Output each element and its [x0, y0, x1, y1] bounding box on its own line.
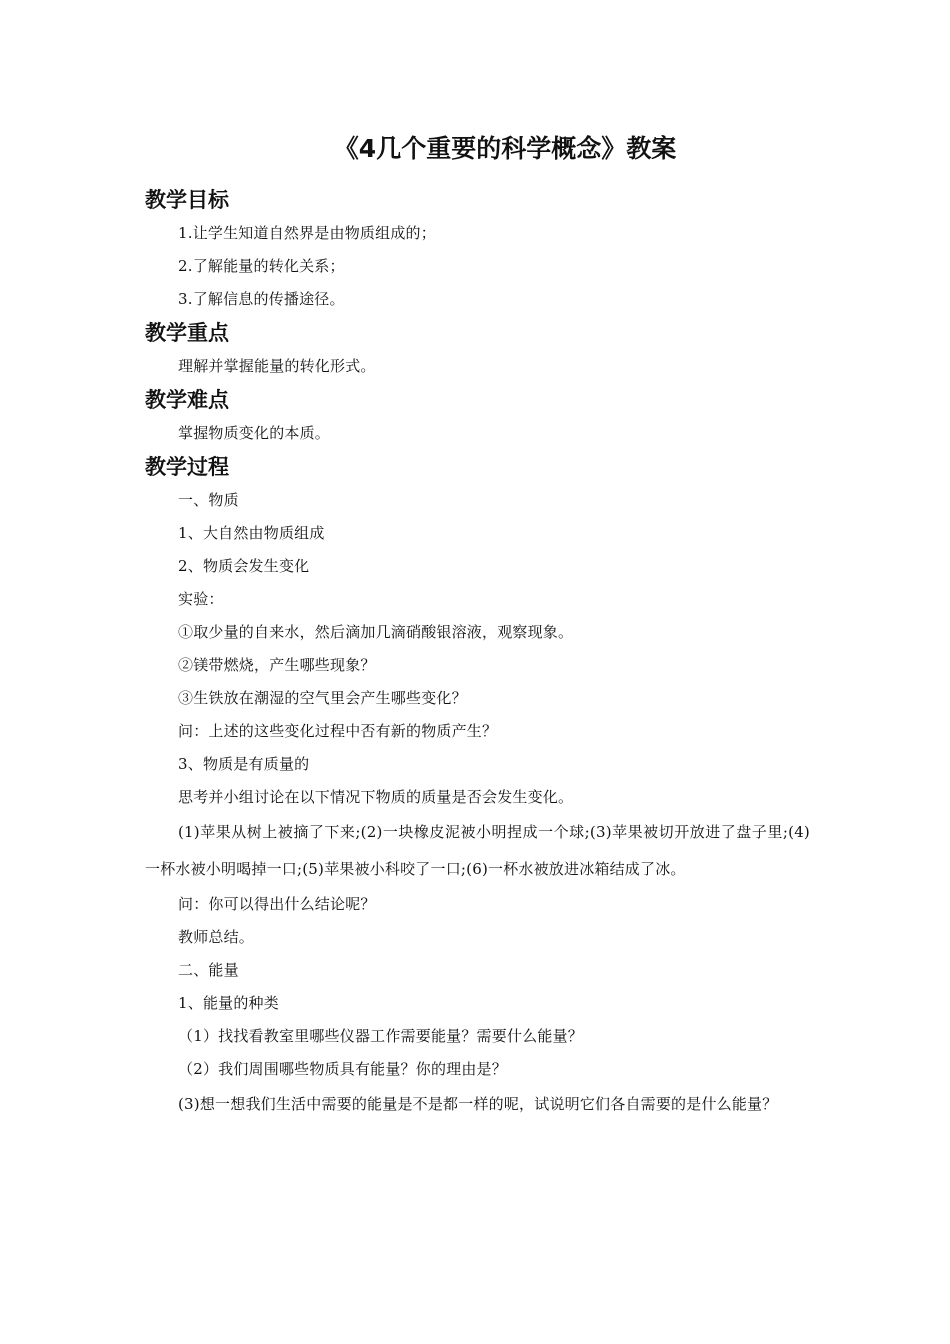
- process-line-16: （1）找找看教室里哪些仪器工作需要能量？需要什么能量？: [178, 1027, 583, 1045]
- process-line-18: (3)想一想我们生活中需要的能量是不是都一样的呢，试说明它们各自需要的是什么能量？: [178, 1095, 778, 1113]
- heading-key-points: 教学重点: [145, 321, 229, 345]
- process-line-3: 2、物质会发生变化: [178, 557, 310, 575]
- process-line-6: ②镁带燃烧，产生哪些现象？: [178, 656, 376, 674]
- objective-item-1: 1.让学生知道自然界是由物质组成的；: [178, 224, 436, 242]
- process-line-12: 问：你可以得出什么结论呢？: [178, 895, 376, 913]
- process-line-5: ①取少量的自来水，然后滴加几滴硝酸银溶液，观察现象。: [178, 623, 574, 641]
- heading-difficulties: 教学难点: [145, 388, 229, 412]
- process-line-7: ③生铁放在潮湿的空气里会产生哪些变化？: [178, 689, 467, 707]
- process-line-11: (1)苹果从树上被摘了下来;(2)一块橡皮泥被小明捏成一个球;(3)苹果被切开放进了盘子里;(4)一杯水被小明喝掉一口;(5)苹果被小科咬了一口;(6)一杯水被放进冰箱结成了冰。: [145, 823, 810, 878]
- process-line-2: 1、大自然由物质组成: [178, 524, 325, 542]
- process-line-10: 思考并小组讨论在以下情况下物质的质量是否会发生变化。: [178, 788, 574, 806]
- objective-item-2: 2.了解能量的转化关系；: [178, 257, 345, 275]
- document-body: [145, 183, 810, 1123]
- heading-objectives: 教学目标: [145, 188, 229, 212]
- process-line-15: 1、能量的种类: [178, 994, 279, 1012]
- process-line-8: 问：上述的这些变化过程中否有新的物质产生？: [178, 722, 498, 740]
- document-title: 《4几个重要的科学概念》教案: [333, 134, 677, 163]
- process-line-4: 实验：: [178, 590, 224, 608]
- process-line-9: 3、物质是有质量的: [178, 755, 310, 773]
- heading-process: 教学过程: [145, 455, 229, 479]
- process-line-14: 二、能量: [178, 961, 239, 979]
- key-points-text: 理解并掌握能量的转化形式。: [178, 357, 376, 375]
- process-line-1: 一、物质: [178, 491, 239, 509]
- process-line-17: （2）我们周围哪些物质具有能量？你的理由是？: [178, 1060, 507, 1078]
- objective-item-3: 3.了解信息的传播途径。: [178, 290, 345, 308]
- difficulties-text: 掌握物质变化的本质。: [178, 424, 331, 442]
- process-line-13: 教师总结。: [178, 928, 255, 946]
